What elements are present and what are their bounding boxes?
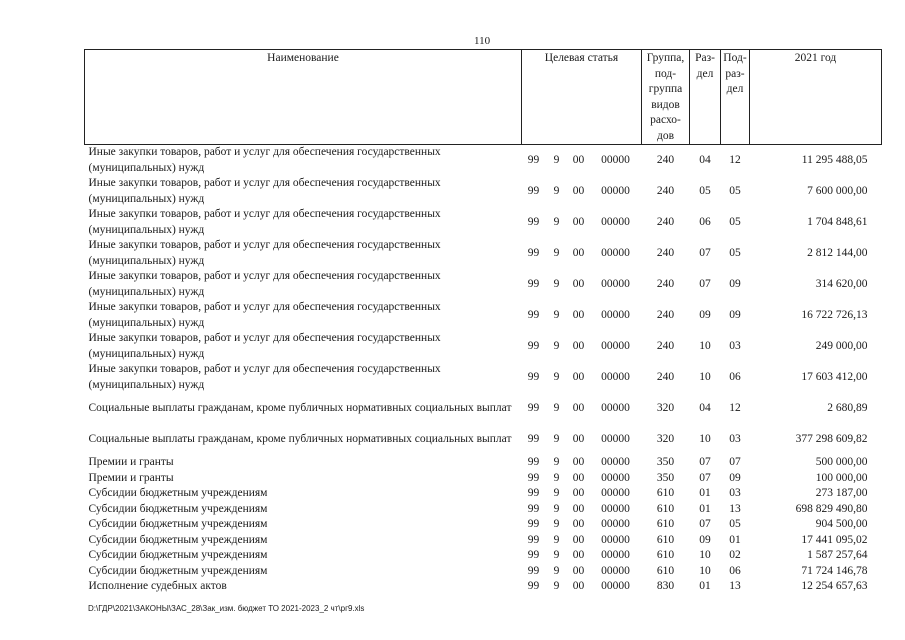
row-name: Премии и гранты bbox=[88, 471, 174, 484]
row-subsection: 02 bbox=[729, 549, 741, 561]
row-target-article bbox=[522, 300, 642, 331]
target-article-part: 00 bbox=[572, 432, 585, 445]
row-section: 05 bbox=[699, 184, 711, 197]
target-article-part: 00000 bbox=[601, 487, 630, 499]
row-section: 10 bbox=[699, 339, 711, 352]
target-article-part: 00000 bbox=[601, 564, 630, 577]
target-article-part: 99 bbox=[527, 533, 540, 546]
row-target-article bbox=[522, 455, 642, 471]
target-article-part: 99 bbox=[527, 487, 540, 499]
row-target-article bbox=[522, 393, 642, 424]
row-section: 10 bbox=[699, 370, 711, 383]
section_lines-line: Раз- bbox=[695, 52, 715, 64]
subsection_lines-line: раз- bbox=[725, 67, 745, 80]
target-article-part: 9 bbox=[553, 502, 560, 515]
table-row bbox=[85, 269, 882, 300]
target-article-part: 00000 bbox=[601, 184, 630, 197]
target-article-part: 00 bbox=[572, 487, 585, 499]
target-article-part: 00 bbox=[572, 401, 585, 414]
row-name: Иные закупки товаров, работ и услуг для обеспечения государственных (муниципальных) нужд bbox=[88, 363, 441, 391]
target-article-part: 9 bbox=[553, 370, 560, 383]
row-section: 10 bbox=[699, 564, 711, 577]
row-subsection: 01 bbox=[729, 533, 741, 546]
table-header-row bbox=[85, 50, 882, 145]
row-expense-group: 240 bbox=[656, 339, 675, 352]
subsection_lines-line: Под- bbox=[723, 52, 747, 64]
table-row bbox=[85, 502, 882, 518]
target-article-part: 99 bbox=[527, 518, 540, 530]
row-expense-group: 610 bbox=[656, 518, 675, 530]
row-amount: 17 441 095,02 bbox=[801, 533, 868, 546]
row-section: 01 bbox=[699, 487, 711, 499]
row-section: 09 bbox=[699, 308, 711, 321]
row-target-article bbox=[522, 331, 642, 362]
target-article-part: 9 bbox=[553, 487, 560, 499]
row-section: 07 bbox=[699, 471, 711, 484]
table-row bbox=[85, 455, 882, 471]
target-article-part: 99 bbox=[527, 580, 540, 592]
row-target-article bbox=[522, 579, 642, 595]
target-article-part: 99 bbox=[527, 215, 540, 228]
row-target-article bbox=[522, 176, 642, 207]
row-target-article bbox=[522, 207, 642, 238]
row-amount: 1 587 257,64 bbox=[807, 549, 868, 561]
row-name: Иные закупки товаров, работ и услуг для обеспечения государственных (муниципальных) нужд bbox=[88, 146, 441, 174]
row-amount: 11 295 488,05 bbox=[801, 153, 868, 166]
row-name: Социальные выплаты гражданам, кроме публичных нормативных социальных выплат bbox=[88, 432, 512, 445]
target-article-part: 9 bbox=[553, 432, 560, 445]
target-article-part: 00000 bbox=[601, 308, 630, 321]
target-article-part: 00 bbox=[572, 308, 585, 321]
target-article-part: 99 bbox=[527, 308, 540, 321]
target-article-part: 00000 bbox=[601, 502, 630, 515]
target-article-part: 00000 bbox=[601, 580, 630, 592]
row-section: 01 bbox=[699, 502, 711, 515]
row-target-article bbox=[522, 424, 642, 455]
target-article-part: 00000 bbox=[601, 432, 630, 445]
target-article-part: 99 bbox=[527, 471, 540, 484]
header-name: Наименование bbox=[85, 50, 522, 145]
row-subsection: 05 bbox=[729, 518, 741, 530]
row-subsection: 03 bbox=[729, 487, 741, 499]
row-target-article bbox=[522, 548, 642, 564]
table-row bbox=[85, 486, 882, 502]
row-amount: 1 704 848,61 bbox=[807, 215, 868, 228]
row-amount: 2 812 144,00 bbox=[807, 246, 868, 259]
row-amount: 17 603 412,00 bbox=[801, 370, 868, 383]
row-name: Иные закупки товаров, работ и услуг для обеспечения государственных (муниципальных) нужд bbox=[88, 239, 441, 267]
table-row bbox=[85, 145, 882, 177]
target-article-part: 00000 bbox=[601, 471, 630, 484]
row-section: 07 bbox=[699, 246, 711, 259]
target-article-part: 9 bbox=[553, 339, 560, 352]
target-article-part: 00 bbox=[572, 471, 585, 484]
row-section: 01 bbox=[699, 580, 711, 592]
table-row bbox=[85, 362, 882, 393]
row-subsection: 03 bbox=[729, 339, 741, 352]
row-expense-group: 240 bbox=[656, 308, 675, 321]
row-subsection: 03 bbox=[729, 432, 741, 445]
target-article-part: 9 bbox=[553, 471, 560, 484]
row-name: Субсидии бюджетным учреждениям bbox=[88, 518, 268, 530]
row-expense-group: 350 bbox=[656, 471, 675, 484]
page-number: 110 bbox=[474, 35, 491, 47]
row-amount: 314 620,00 bbox=[815, 277, 868, 290]
target-article-part: 99 bbox=[527, 277, 540, 290]
row-expense-group: 610 bbox=[656, 549, 675, 561]
target-article-part: 99 bbox=[527, 246, 540, 259]
section_lines-line: дел bbox=[696, 67, 714, 80]
target-article-part: 00000 bbox=[601, 401, 630, 414]
group_lines-line: под- bbox=[654, 67, 677, 80]
row-amount: 377 298 609,82 bbox=[795, 432, 868, 445]
group_lines-line: Группа, bbox=[646, 52, 685, 64]
target-article-part: 99 bbox=[527, 549, 540, 561]
group_lines-line: дов bbox=[656, 129, 675, 142]
row-amount: 2 680,89 bbox=[827, 401, 868, 414]
target-article-part: 99 bbox=[527, 502, 540, 515]
row-expense-group: 350 bbox=[656, 456, 675, 468]
row-target-article bbox=[522, 269, 642, 300]
row-section: 09 bbox=[699, 533, 711, 546]
target-article-part: 00 bbox=[572, 339, 585, 352]
header-section bbox=[690, 50, 721, 145]
table-row bbox=[85, 300, 882, 331]
group_lines-line: видов bbox=[651, 98, 680, 111]
table-row bbox=[85, 207, 882, 238]
table-row bbox=[85, 564, 882, 580]
target-article-part: 00000 bbox=[601, 549, 630, 561]
row-target-article bbox=[522, 362, 642, 393]
target-article-part: 00 bbox=[572, 549, 585, 561]
target-article-part: 99 bbox=[527, 564, 540, 577]
target-article-part: 99 bbox=[527, 456, 540, 468]
table-row bbox=[85, 176, 882, 207]
row-target-article bbox=[522, 471, 642, 487]
target-article-part: 9 bbox=[553, 308, 560, 321]
row-section: 07 bbox=[699, 277, 711, 290]
row-subsection: 05 bbox=[729, 215, 741, 228]
target-article-part: 00000 bbox=[601, 215, 630, 228]
row-expense-group: 830 bbox=[656, 580, 675, 592]
table-row bbox=[85, 533, 882, 549]
row-name: Субсидии бюджетным учреждениям bbox=[88, 487, 268, 499]
row-name: Иные закупки товаров, работ и услуг для обеспечения государственных (муниципальных) нужд bbox=[88, 332, 441, 360]
header-expense-group bbox=[642, 50, 690, 145]
target-article-part: 00 bbox=[572, 246, 585, 259]
row-subsection: 07 bbox=[729, 456, 741, 468]
row-name: Субсидии бюджетным учреждениям bbox=[88, 564, 268, 577]
table-row bbox=[85, 517, 882, 533]
row-name: Субсидии бюджетным учреждениям bbox=[88, 549, 268, 561]
row-expense-group: 320 bbox=[656, 432, 675, 445]
row-subsection: 13 bbox=[729, 502, 741, 515]
target-article-part: 99 bbox=[527, 432, 540, 445]
target-article-part: 9 bbox=[553, 564, 560, 577]
target-article-part: 00000 bbox=[601, 246, 630, 259]
file-path-footer: D:\ГДР\2021\ЗАКОНЫ\ЗАС_28\Зак_изм. бюджет ТО 2021-2023_2 чт\рг9.xls bbox=[88, 604, 365, 613]
target-article-part: 9 bbox=[553, 533, 560, 546]
row-amount: 500 000,00 bbox=[815, 456, 868, 468]
row-section: 04 bbox=[699, 153, 711, 166]
row-target-article bbox=[522, 145, 642, 177]
row-name: Иные закупки товаров, работ и услуг для обеспечения государственных (муниципальных) нужд bbox=[88, 177, 441, 205]
row-subsection: 13 bbox=[729, 580, 741, 592]
row-target-article bbox=[522, 564, 642, 580]
target-article-part: 9 bbox=[553, 153, 560, 166]
target-article-part: 9 bbox=[553, 580, 560, 592]
row-target-article bbox=[522, 238, 642, 269]
row-target-article bbox=[522, 486, 642, 502]
row-amount: 7 600 000,00 bbox=[807, 184, 868, 197]
target-article-part: 00000 bbox=[601, 456, 630, 468]
target-article-part: 00 bbox=[572, 153, 585, 166]
row-expense-group: 610 bbox=[656, 502, 675, 515]
row-amount: 16 722 726,13 bbox=[801, 308, 868, 321]
row-section: 10 bbox=[699, 432, 711, 445]
row-name: Субсидии бюджетным учреждениям bbox=[88, 502, 268, 515]
row-expense-group: 240 bbox=[656, 215, 675, 228]
table-row bbox=[85, 331, 882, 362]
target-article-part: 00 bbox=[572, 533, 585, 546]
target-article-part: 9 bbox=[553, 549, 560, 561]
row-target-article bbox=[522, 533, 642, 549]
row-amount: 100 000,00 bbox=[815, 471, 868, 484]
target-article-part: 99 bbox=[527, 153, 540, 166]
row-subsection: 06 bbox=[729, 370, 741, 383]
table-row bbox=[85, 238, 882, 269]
target-article-part: 9 bbox=[553, 401, 560, 414]
group_lines-line: группа bbox=[648, 83, 683, 95]
row-amount: 12 254 657,63 bbox=[801, 580, 868, 592]
row-name: Иные закупки товаров, работ и услуг для обеспечения государственных (муниципальных) нужд bbox=[88, 301, 441, 329]
header-target-article: Целевая статья bbox=[522, 50, 642, 145]
row-amount: 71 724 146,78 bbox=[801, 564, 868, 577]
row-amount: 904 500,00 bbox=[815, 518, 868, 530]
subsection_lines-line: дел bbox=[726, 83, 744, 95]
row-expense-group: 610 bbox=[656, 564, 675, 577]
target-article-part: 00 bbox=[572, 277, 585, 290]
row-name: Иные закупки товаров, работ и услуг для обеспечения государственных (муниципальных) нужд bbox=[88, 208, 441, 236]
row-expense-group: 610 bbox=[656, 533, 675, 546]
row-target-article bbox=[522, 502, 642, 518]
row-name: Субсидии бюджетным учреждениям bbox=[88, 533, 268, 546]
row-name: Социальные выплаты гражданам, кроме публичных нормативных социальных выплат bbox=[88, 401, 512, 414]
row-amount: 249 000,00 bbox=[815, 339, 868, 352]
target-article-part: 00000 bbox=[601, 339, 630, 352]
row-name: Исполнение судебных актов bbox=[88, 580, 227, 592]
row-target-article bbox=[522, 517, 642, 533]
row-name: Премии и гранты bbox=[88, 456, 174, 468]
row-section: 10 bbox=[699, 549, 711, 561]
target-article-part: 9 bbox=[553, 184, 560, 197]
row-expense-group: 240 bbox=[656, 153, 675, 166]
row-expense-group: 240 bbox=[656, 370, 675, 383]
table-row bbox=[85, 471, 882, 487]
table-body bbox=[85, 145, 882, 595]
target-article-part: 00000 bbox=[601, 518, 630, 530]
row-expense-group: 240 bbox=[656, 277, 675, 290]
target-article-part: 99 bbox=[527, 184, 540, 197]
target-article-part: 00 bbox=[572, 564, 585, 577]
target-article-part: 00000 bbox=[601, 277, 630, 290]
target-article-part: 00 bbox=[572, 370, 585, 383]
group_lines-line: расхо- bbox=[650, 114, 681, 126]
target-article-part: 99 bbox=[527, 339, 540, 352]
row-subsection: 09 bbox=[729, 277, 741, 290]
budget-table bbox=[84, 49, 882, 595]
target-article-part: 00000 bbox=[601, 153, 630, 166]
target-article-part: 9 bbox=[553, 246, 560, 259]
row-subsection: 06 bbox=[729, 564, 741, 577]
target-article-part: 9 bbox=[553, 277, 560, 290]
row-section: 06 bbox=[699, 215, 711, 228]
header-year: 2021 год bbox=[750, 50, 882, 145]
target-article-part: 00 bbox=[572, 456, 585, 468]
row-subsection: 09 bbox=[729, 471, 741, 484]
row-section: 04 bbox=[699, 401, 711, 414]
target-article-part: 00 bbox=[572, 215, 585, 228]
target-article-part: 99 bbox=[527, 370, 540, 383]
target-article-part: 9 bbox=[553, 518, 560, 530]
row-amount: 698 829 490,80 bbox=[795, 502, 868, 515]
target-article-part: 00 bbox=[572, 518, 585, 530]
target-article-part: 00 bbox=[572, 502, 585, 515]
target-article-part: 00000 bbox=[601, 533, 630, 546]
table-row bbox=[85, 424, 882, 455]
target-article-part: 00 bbox=[572, 184, 585, 197]
row-name: Иные закупки товаров, работ и услуг для обеспечения государственных (муниципальных) нужд bbox=[88, 270, 441, 298]
row-subsection: 09 bbox=[729, 308, 741, 321]
row-expense-group: 610 bbox=[656, 487, 675, 499]
row-amount: 273 187,00 bbox=[815, 487, 868, 499]
row-subsection: 05 bbox=[729, 246, 741, 259]
target-article-part: 00000 bbox=[601, 370, 630, 383]
target-article-part: 99 bbox=[527, 401, 540, 414]
row-subsection: 05 bbox=[729, 184, 741, 197]
row-subsection: 12 bbox=[729, 401, 741, 414]
row-section: 07 bbox=[699, 456, 711, 468]
table-row bbox=[85, 548, 882, 564]
row-subsection: 12 bbox=[729, 153, 741, 166]
row-expense-group: 240 bbox=[656, 246, 675, 259]
header-subsection bbox=[721, 50, 750, 145]
target-article-part: 9 bbox=[553, 456, 560, 468]
row-section: 07 bbox=[699, 518, 711, 530]
row-expense-group: 240 bbox=[656, 184, 675, 197]
table-row bbox=[85, 579, 882, 595]
table-row bbox=[85, 393, 882, 424]
row-expense-group: 320 bbox=[656, 401, 675, 414]
target-article-part: 9 bbox=[553, 215, 560, 228]
target-article-part: 00 bbox=[572, 580, 585, 592]
